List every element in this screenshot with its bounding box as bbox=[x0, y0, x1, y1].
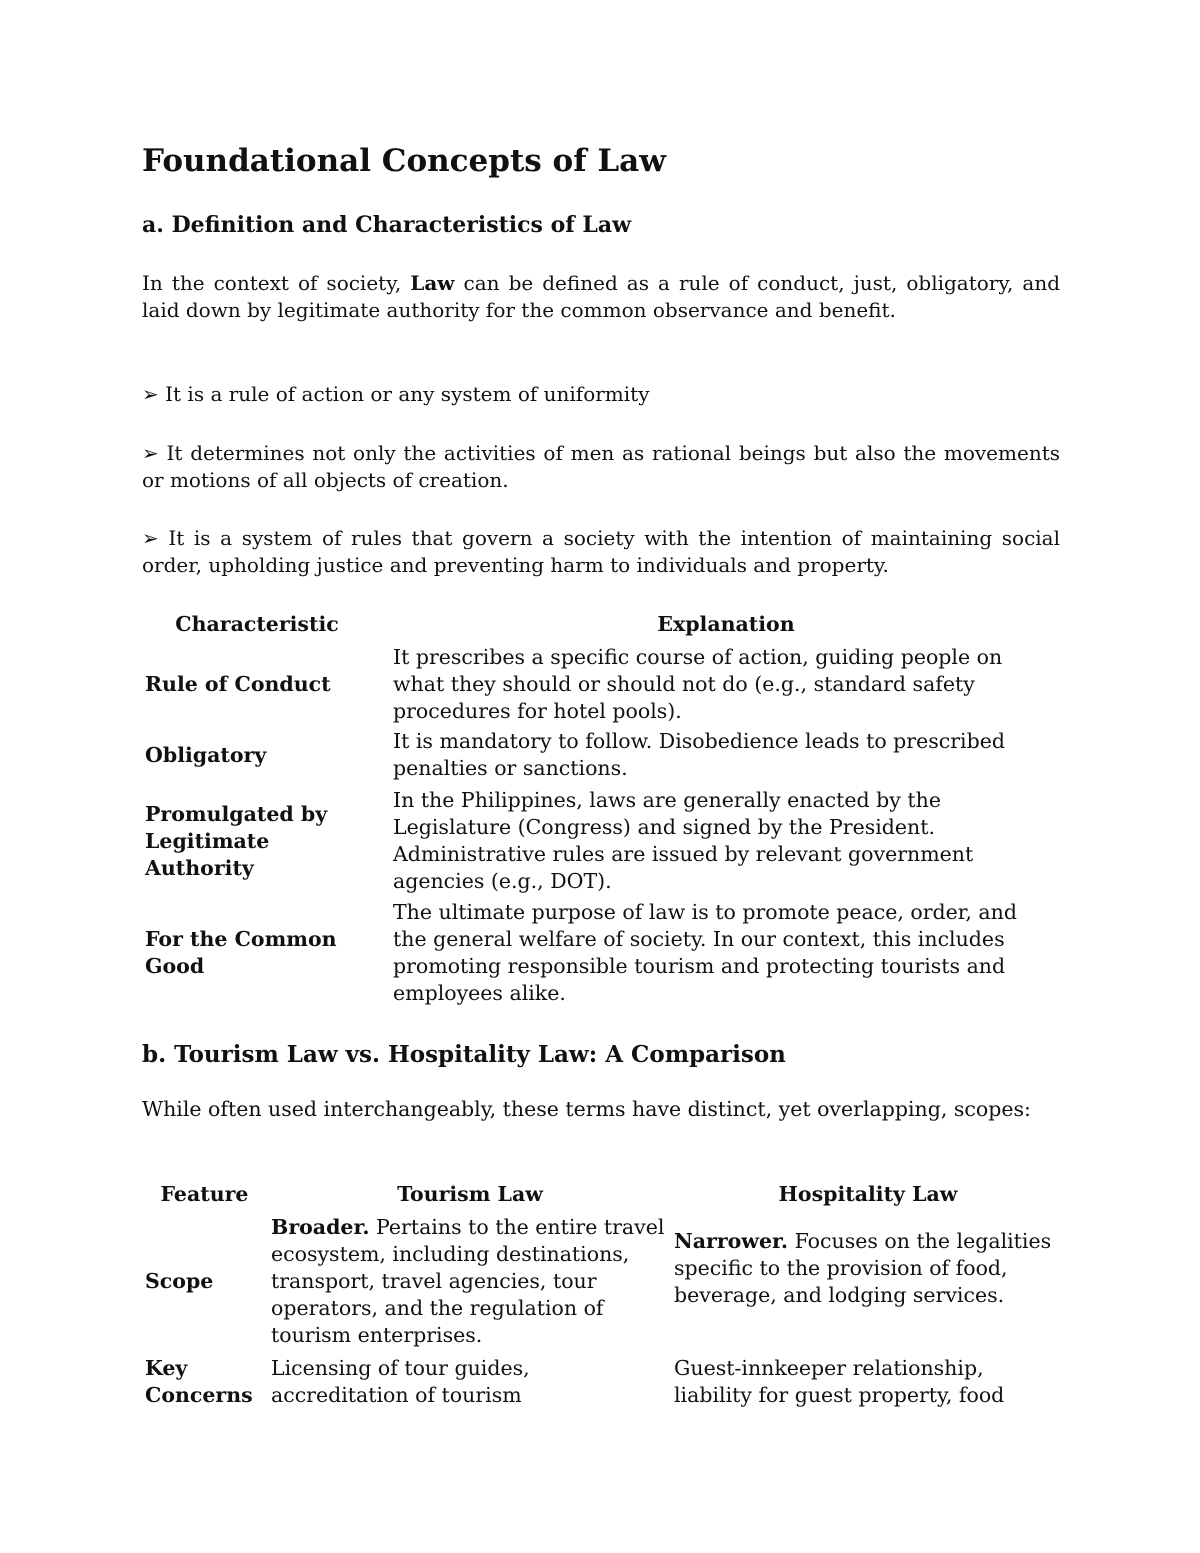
row-label: Obligatory bbox=[145, 742, 267, 767]
bullet-item bbox=[142, 440, 1060, 494]
table-header: Explanation bbox=[657, 612, 795, 636]
bullet-text: It is a rule of action or any system of uniformity bbox=[165, 382, 650, 406]
table-header: Tourism Law bbox=[397, 1182, 543, 1206]
row-text: In the Philippines, laws are generally enacted by the Legislature (Congress) and signed by the President. Administrative rules are issued by relevant government agencies (e.g., DOT). bbox=[393, 788, 974, 893]
section-a-heading: a. Definition and Characteristics of Law bbox=[142, 212, 632, 238]
bullet-text: It is a system of rules that govern a society with the intention of maintaining social order, upholding justice and preventing harm to individuals and property. bbox=[142, 526, 1061, 577]
cell-text: Focuses on the legalities specific to the provision of food, beverage, and lodging services. bbox=[674, 1229, 1052, 1307]
hospitality-scope-cell bbox=[674, 1228, 1064, 1309]
cell-text: Pertains to the entire travel ecosystem, including destinations, transport, travel agencies, tour operators, and the regulation of tourism enterprises. bbox=[271, 1215, 665, 1347]
bold-lead: Narrower. bbox=[674, 1229, 789, 1253]
page-title: Foundational Concepts of Law bbox=[142, 143, 666, 179]
table-header: Hospitality Law bbox=[778, 1182, 958, 1206]
row-label: Rule of Conduct bbox=[145, 672, 331, 696]
row-label: Scope bbox=[145, 1269, 214, 1293]
row-label: For the Common Good bbox=[145, 927, 337, 978]
bold-lead: Broader. bbox=[271, 1215, 370, 1239]
intro-text-rest: can be defined as a rule of conduct, just, obligatory, and laid down by legitimate authority for the common observance and benefit. bbox=[142, 271, 1060, 322]
arrowhead-bullet-icon: ➢ bbox=[142, 441, 159, 465]
row-text: It prescribes a specific course of action, guiding people on what they should or should not do (e.g., standard safety procedures for hotel pools). bbox=[393, 645, 1003, 723]
arrowhead-bullet-icon: ➢ bbox=[142, 526, 159, 550]
section-b-intro: While often used interchangeably, these terms have distinct, yet overlapping, scopes: bbox=[142, 1097, 1031, 1121]
intro-text: In the context of society, bbox=[142, 271, 411, 295]
table-header: Feature bbox=[160, 1182, 249, 1206]
hospitality-concerns-cell: Guest-innkeeper relationship, liability for guest property, food bbox=[674, 1356, 1005, 1407]
intro-bold-term: Law bbox=[410, 271, 455, 295]
bullet-item bbox=[142, 381, 1060, 408]
row-text: It is mandatory to follow. Disobedience leads to prescribed penalties or sanctions. bbox=[393, 729, 1005, 780]
table-header: Characteristic bbox=[175, 612, 339, 636]
row-label: Key Concerns bbox=[145, 1356, 253, 1407]
section-b-heading: b. Tourism Law vs. Hospitality Law: A Comparison bbox=[142, 1041, 786, 1068]
bullet-text: It determines not only the activities of men as rational beings but also the movements or motions of all objects of creation. bbox=[142, 441, 1061, 492]
law-definition-paragraph bbox=[142, 270, 1060, 324]
row-label: Promulgated by Legitimate Authority bbox=[145, 801, 328, 880]
tourism-scope-cell bbox=[271, 1214, 666, 1349]
bullet-item bbox=[142, 525, 1060, 579]
arrowhead-bullet-icon: ➢ bbox=[142, 382, 159, 406]
row-text: The ultimate purpose of law is to promote peace, order, and the general welfare of society. In our context, this includes promoting responsible tourism and protecting tourists and employees alike. bbox=[393, 900, 1017, 1005]
tourism-concerns-cell: Licensing of tour guides, accreditation of tourism bbox=[271, 1356, 530, 1407]
